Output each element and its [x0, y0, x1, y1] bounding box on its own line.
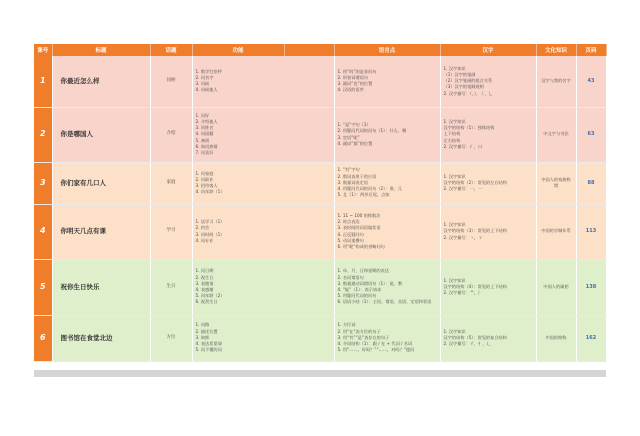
- lesson-functions-line: 4. 问年龄（1）: [195, 189, 225, 195]
- lesson-functions-line: 4. 表感谢: [195, 287, 214, 292]
- lesson-topic: 家庭: [150, 162, 192, 204]
- lesson-functions-line: 1. 问家庭: [195, 170, 214, 176]
- lesson-functions-line: 4. 问专业: [195, 237, 214, 243]
- lesson-functions-line: 2. 祝生日: [195, 274, 214, 280]
- lesson-topic: 生日: [150, 259, 192, 315]
- lesson-number: 5: [34, 259, 52, 315]
- lesson-page: 113: [576, 204, 606, 259]
- lesson-functions-line: 2. 描述位置: [195, 328, 218, 334]
- lesson-grammar-line: 1. 方位词: [337, 322, 356, 328]
- lesson-grammar-line: 1. “有”字句: [337, 167, 360, 173]
- lesson-hanzi-line: 汉字的结构（4）：常见的上下结构: [443, 283, 507, 289]
- lesson-hanzi-line: 左右结构: [443, 137, 461, 143]
- lesson-hanzi-line: （2）汉字笔画的组合关系: [443, 78, 493, 84]
- lesson-grammar-line: 3. 表时间的词语做状语: [337, 225, 381, 231]
- lesson-functions-line: 1. 问日期: [195, 268, 214, 274]
- lesson-hanzi-line: 2. 汉字描写：艹，氵: [443, 290, 483, 296]
- header-lesson-no: 课号: [34, 44, 52, 56]
- lesson-grammar-line: 5. 用“……，好吗？”“……，对吗？”提问: [337, 347, 415, 353]
- lesson-title: 你们家有几口人: [52, 162, 150, 204]
- lesson-functions: [192, 107, 334, 162]
- lesson-functions-line: 2. 问名字: [195, 75, 214, 81]
- lesson-functions: [192, 259, 334, 315]
- lesson-page: 63: [576, 107, 606, 162]
- lesson-hanzi-line: 汉字的结构（5）：常见的复合结构: [443, 334, 507, 340]
- lesson-functions-line: 6. 祝贺生日: [195, 299, 218, 305]
- lesson-number: 1: [34, 56, 52, 107]
- lesson-grammar-line: 3. 副词“也”的位置: [337, 81, 373, 87]
- header-topic: 话题: [150, 44, 192, 56]
- lesson-functions: [192, 204, 334, 259]
- lesson-grammar-line: 4. 副词“都”的位置: [337, 140, 373, 146]
- lesson-functions-line: 4. 表达希望请: [195, 341, 222, 347]
- lesson-grammar-line: 2. 用“在”表方位的句子: [337, 328, 381, 334]
- lesson-grammar: [334, 162, 440, 204]
- lesson-functions-line: 1. 谈学习（1）: [195, 219, 225, 225]
- lesson-functions-line: 3. 问姓名: [195, 125, 214, 131]
- lesson-grammar-line: 2. 形容词谓语句: [337, 75, 368, 81]
- lesson-hanzi-line: 2. 汉字描写：丶，ㄗ: [443, 234, 483, 240]
- header-spacer: [284, 44, 334, 56]
- header-page: 页码: [576, 44, 606, 56]
- lesson-title: 你明天几点有课: [52, 204, 150, 259]
- lesson-functions: [192, 56, 334, 107]
- lesson-hanzi-line: 1. 汉字知识: [443, 173, 466, 179]
- lesson-hanzi-line: 2. 汉字描写：彳，扌，辶: [443, 341, 491, 347]
- lesson-hanzi-line: （3）汉字的笔顺规则: [443, 84, 484, 90]
- header-hanzi: 汉字: [440, 44, 536, 56]
- lesson-functions-line: 4. 问候他人: [195, 87, 218, 93]
- header-row: [34, 44, 606, 56]
- lesson-functions-line: 7. 问喜好: [195, 150, 214, 155]
- lesson-hanzi-line: 上下结构: [443, 131, 461, 137]
- lesson-number: 2: [34, 107, 52, 162]
- lesson-hanzi-line: 1. 汉字知识: [443, 328, 466, 334]
- lesson-functions-line: 6. 询问热情: [195, 143, 218, 149]
- lesson-functions-line: 3. 问时间（1）: [195, 231, 225, 237]
- lesson-hanzi: [440, 107, 536, 162]
- header-title: 标题: [52, 44, 150, 56]
- lesson-grammar-line: 1. 用“吗”的是非问句: [337, 68, 377, 74]
- lesson-grammar-line: 6. 用“呢”构成的省略问句: [337, 243, 385, 249]
- lesson-functions-line: 2. 介绍他人: [195, 118, 218, 124]
- lesson-grammar-line: 4. 正反疑问句: [337, 231, 364, 237]
- lesson-grammar: [334, 107, 440, 162]
- lesson-functions-line: 4. 问国籍: [195, 131, 214, 137]
- lesson-page: 43: [576, 56, 606, 107]
- lesson-hanzi-line: 1. 汉字知识: [443, 222, 466, 228]
- lesson-grammar-line: 1. 11 ~ 100 的称数法: [337, 212, 381, 218]
- lesson-hanzi-line: 1. 汉字知识: [443, 118, 466, 124]
- lesson-hanzi: [440, 204, 536, 259]
- lesson-hanzi: [440, 315, 536, 361]
- lesson-grammar-line: 2. 数词表用于的应语: [337, 173, 377, 179]
- lesson-page: 162: [576, 315, 606, 361]
- lesson-grammar-line: 2. 用疑问代词的问句（1）：什么、哪: [337, 128, 407, 134]
- lesson-hanzi-line: （1）汉字的笔画: [443, 71, 476, 77]
- lesson-hanzi: [440, 56, 536, 107]
- lesson-topic: 学习: [150, 204, 192, 259]
- lesson-number: 6: [34, 315, 52, 361]
- lesson-topic: 方位: [150, 315, 192, 361]
- table-row: [34, 162, 606, 204]
- lesson-functions-line: 3. 表邀请: [195, 280, 214, 286]
- lesson-grammar-line: 3. 数量词表定语: [337, 179, 368, 185]
- curriculum-table: [34, 44, 607, 362]
- lesson-grammar-line: 6. 语语小结（1）：主语、谓语、宾语、定语和状语: [337, 299, 432, 305]
- lesson-functions-line: 5. 问年龄（2）: [195, 293, 225, 299]
- lesson-grammar: [334, 204, 440, 259]
- lesson-title: 图书馆在食堂北边: [52, 315, 150, 361]
- lesson-culture: 汉字与我的名字: [536, 56, 576, 107]
- lesson-functions-line: 3. 询郎: [195, 334, 210, 340]
- lesson-functions-line: 3. 问候: [195, 81, 210, 87]
- lesson-grammar-line: 3. 定语“呢”: [337, 134, 360, 140]
- table-row: [34, 56, 606, 107]
- header-culture: 文化知识: [536, 44, 576, 56]
- lesson-grammar-line: 1. “是”字句（1）: [337, 122, 371, 128]
- lesson-grammar: [334, 56, 440, 107]
- lesson-functions-line: 1. 问好: [195, 112, 210, 118]
- lesson-title: 你最近怎么样: [52, 56, 150, 107]
- lesson-number: 3: [34, 162, 52, 204]
- header-grammar: 语言点: [334, 44, 440, 56]
- lesson-topic: 介绍: [150, 107, 192, 162]
- lesson-number: 4: [34, 204, 52, 259]
- lesson-grammar-line: 5. 用疑问代词的问句: [337, 293, 377, 299]
- lesson-hanzi: [440, 162, 536, 204]
- lesson-functions-line: 2. 约会: [195, 225, 210, 231]
- lesson-culture: 中国的学制年系: [536, 204, 576, 259]
- lesson-grammar-line: 5. 且（1）：两岁后尾，点知: [337, 192, 390, 198]
- table-row: [34, 315, 606, 361]
- lesson-hanzi-line: 汉字的结构（3）：常见的上下结构: [443, 228, 507, 234]
- lesson-grammar-line: 4. 介词结构（1）：跟 / 在 + 代词 / 名词: [337, 341, 413, 347]
- lesson-functions: [192, 315, 334, 361]
- lesson-culture: 中国人的家族称谓: [536, 162, 576, 204]
- header-function: 功能: [192, 44, 284, 56]
- table-footer-bar: [34, 370, 606, 377]
- lesson-hanzi-line: 汉字的结构（2）：常见的左右结构: [443, 179, 507, 185]
- lesson-hanzi-line: 2. 汉字描写：（、），丿，乚: [443, 90, 493, 96]
- lesson-grammar-line: 5. 动词重叠句: [337, 237, 364, 243]
- lesson-grammar-line: 4. “能”（1）：表示请求: [337, 287, 382, 292]
- lesson-hanzi-line: 汉字的结构（1）：独体结构: [443, 125, 495, 131]
- lesson-grammar-line: 1. 年、月、日和星期的表达: [337, 268, 389, 274]
- table-row: [34, 204, 606, 259]
- lesson-grammar: [334, 315, 440, 361]
- lesson-page: 88: [576, 162, 606, 204]
- lesson-hanzi-line: 1. 汉字知识: [443, 65, 466, 71]
- lesson-culture: 中国人的属相: [536, 259, 576, 315]
- lesson-grammar-line: 3. 用“有”“是”表存在的句子: [337, 334, 390, 340]
- lesson-grammar-line: 4. 汉语的语序: [337, 87, 364, 93]
- lesson-page: 138: [576, 259, 606, 315]
- lesson-topic: 问候: [150, 56, 192, 107]
- lesson-culture: 中国的简称: [536, 315, 576, 361]
- lesson-functions-line: 2. 问职业: [195, 176, 214, 182]
- table-row: [34, 107, 606, 162]
- lesson-hanzi-line: 1. 汉字知识: [443, 277, 466, 283]
- lesson-grammar-line: 4. 用疑问代词的问句（2）：谁、几: [337, 186, 403, 192]
- lesson-grammar-line: 3. 数量通动词谓语句（1）：说、教: [337, 280, 403, 286]
- lesson-title: 你是哪国人: [52, 107, 150, 162]
- lesson-grammar: [334, 259, 440, 315]
- lesson-grammar-line: 2. 名词谓语句: [337, 274, 364, 280]
- lesson-culture: 中文字与书法: [536, 107, 576, 162]
- lesson-functions-line: 5. 问不懂的词: [195, 347, 222, 353]
- lesson-functions-line: 1. 问路: [195, 322, 210, 328]
- lesson-hanzi-line: 2. 汉字描写：亻，口: [443, 143, 483, 149]
- lesson-grammar-line: 2. 时点表达: [337, 219, 360, 225]
- lesson-hanzi-line: 2. 汉字描写：一，一: [443, 186, 483, 192]
- lesson-functions-line: 5. 备别: [195, 137, 210, 143]
- lesson-functions-line: 1. 数学打招呼: [195, 68, 222, 74]
- table-row: [34, 259, 606, 315]
- lesson-title: 祝你生日快乐: [52, 259, 150, 315]
- lesson-functions: [192, 162, 334, 204]
- lesson-functions-line: 3. 招待客人: [195, 183, 218, 188]
- lesson-hanzi: [440, 259, 536, 315]
